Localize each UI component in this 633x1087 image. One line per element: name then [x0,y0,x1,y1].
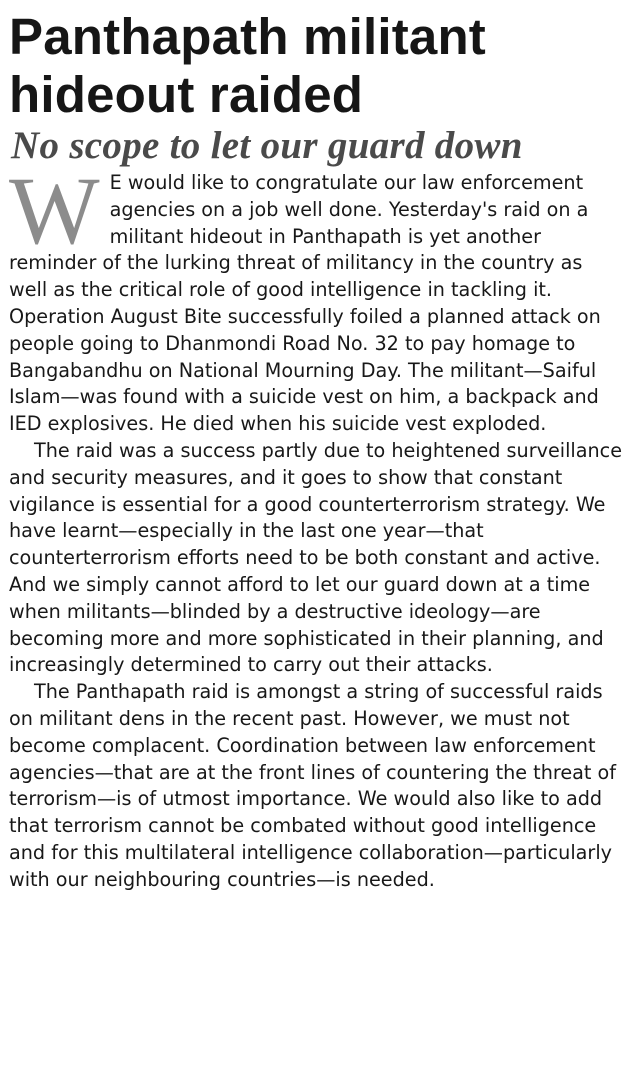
headline [9,8,625,124]
drop-cap: W [9,157,100,264]
subheadline: No scope to let our guard down [11,124,523,167]
paragraph-1-text: E would like to congratulate our law enforcement agencies on a job well done. Yesterday's raid on a militant hideout in Panthapath is yet another reminder of the lurking threat of militancy in the country as well as the critical role of good intelligence in tackling it. Operation August Bite successfully foiled a planned attack on people going to Dhanmondi Road No. 32 to pay homage to Bangabandhu on National Mourning Day. The militant—Saiful Islam—was found with a suicide vest on him, a backpack and IED explosives. He died when his suicide vest exploded. [9,171,601,436]
headline-line-1: Panthapath militant [9,8,486,65]
paragraph-3: The Panthapath raid is amongst a string of successful raids on militant dens in the recent past. However, we must not become complacent. Coordination between law enforcement agencies—that are at the front lines of countering the threat of terrorism—is of utmost importance. We would also like to add that terrorism cannot be combated without good intelligence and for this multilateral intelligence collaboration—particularly with our neighbouring countries—is needed. [9,680,617,891]
headline-line-2: hideout raided [9,66,364,123]
paragraph-1 [9,157,625,438]
article-body [9,157,625,894]
paragraph-2: The raid was a success partly due to heightened surveillance and security measures, and it goes to show that constant vigilance is essential for a good counterterrorism strategy. We have learnt—especially in the last one year—that counterterrorism efforts need to be both constant and active. And we simply cannot afford to let our guard down at a time when militants—blinded by a destructive ideology—are becoming more and more sophisticated in their planning, and increasingly determined to carry out their attacks. [9,438,623,677]
